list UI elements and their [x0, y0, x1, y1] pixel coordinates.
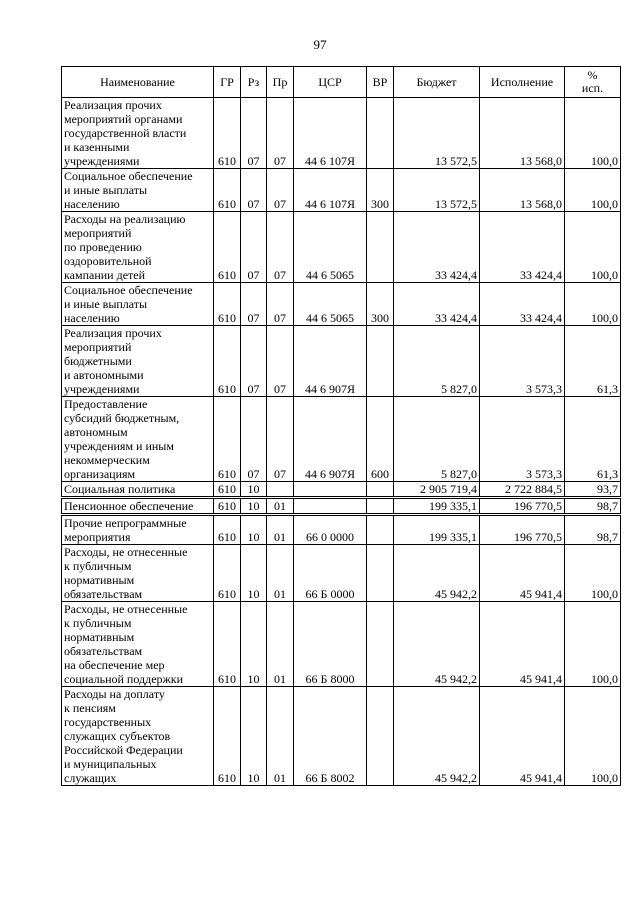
row-vr — [367, 482, 394, 498]
row-percent: 100,0 — [565, 687, 621, 786]
row-csr: 44 6 907Я — [294, 397, 367, 482]
row-vr: 300 — [367, 283, 394, 326]
row-budget: 45 942,2 — [394, 602, 480, 687]
header-gr: ГР — [214, 67, 241, 98]
row-execution: 3 573,3 — [480, 326, 565, 397]
table-row — [62, 326, 621, 397]
row-budget: 199 335,1 — [394, 515, 480, 545]
row-percent: 100,0 — [565, 212, 621, 283]
row-pr: 01 — [267, 515, 294, 545]
row-budget: 13 572,5 — [394, 98, 480, 169]
row-budget: 2 905 719,4 — [394, 482, 480, 498]
row-pr: 07 — [267, 169, 294, 212]
row-budget: 45 942,2 — [394, 687, 480, 786]
row-name: Расходы на реализацию мероприятий по проведению оздоровительной кампании детей — [62, 212, 214, 283]
row-pr: 07 — [267, 326, 294, 397]
row-percent: 100,0 — [565, 169, 621, 212]
row-vr — [367, 602, 394, 687]
header-csr: ЦСР — [294, 67, 367, 98]
row-percent: 100,0 — [565, 98, 621, 169]
header-percent: % исп. — [565, 67, 621, 98]
row-gr: 610 — [214, 169, 241, 212]
row-percent: 98,7 — [565, 515, 621, 545]
row-percent: 100,0 — [565, 545, 621, 602]
row-percent: 61,3 — [565, 326, 621, 397]
row-name: Расходы, не отнесенные к публичным нормативным обязательствам — [62, 545, 214, 602]
row-csr: 44 6 107Я — [294, 98, 367, 169]
row-pr: 07 — [267, 212, 294, 283]
row-rz: 07 — [241, 326, 267, 397]
row-budget: 33 424,4 — [394, 212, 480, 283]
header-rz: Рз — [241, 67, 267, 98]
row-rz: 10 — [241, 482, 267, 498]
row-rz: 10 — [241, 687, 267, 786]
row-execution: 196 770,5 — [480, 498, 565, 515]
row-gr: 610 — [214, 397, 241, 482]
row-execution: 45 941,4 — [480, 687, 565, 786]
row-name: Реализация прочих мероприятий бюджетными и автономными учреждениями — [62, 326, 214, 397]
row-percent: 100,0 — [565, 283, 621, 326]
row-gr: 610 — [214, 602, 241, 687]
table-row — [62, 545, 621, 602]
table-row — [62, 515, 621, 545]
row-rz: 07 — [241, 397, 267, 482]
row-csr — [294, 482, 367, 498]
row-vr — [367, 212, 394, 283]
row-pr: 07 — [267, 283, 294, 326]
row-budget: 5 827,0 — [394, 326, 480, 397]
row-execution: 33 424,4 — [480, 283, 565, 326]
row-budget: 5 827,0 — [394, 397, 480, 482]
row-gr: 610 — [214, 98, 241, 169]
table-row — [62, 283, 621, 326]
table-row — [62, 498, 621, 515]
row-execution: 13 568,0 — [480, 169, 565, 212]
row-name: Реализация прочих мероприятий органами государственной власти и казенными учреждениями — [62, 98, 214, 169]
row-rz: 07 — [241, 98, 267, 169]
row-csr: 66 0 0000 — [294, 515, 367, 545]
header-budget: Бюджет — [394, 67, 480, 98]
row-execution: 13 568,0 — [480, 98, 565, 169]
row-gr: 610 — [214, 283, 241, 326]
row-rz: 10 — [241, 515, 267, 545]
row-gr: 610 — [214, 545, 241, 602]
row-execution: 2 722 884,5 — [480, 482, 565, 498]
row-rz: 10 — [241, 602, 267, 687]
row-csr: 44 6 5065 — [294, 212, 367, 283]
row-name: Социальное обеспечение и иные выплаты населению — [62, 283, 214, 326]
row-name: Расходы на доплату к пенсиям государственных служащих субъектов Российской Федерации и муниципальных служащих — [62, 687, 214, 786]
row-csr: 44 6 107Я — [294, 169, 367, 212]
row-csr — [294, 498, 367, 515]
header-execution: Исполнение — [480, 67, 565, 98]
row-execution: 45 941,4 — [480, 545, 565, 602]
row-vr: 600 — [367, 397, 394, 482]
row-vr — [367, 545, 394, 602]
row-csr: 66 Б 8002 — [294, 687, 367, 786]
row-rz: 10 — [241, 498, 267, 515]
row-vr — [367, 98, 394, 169]
row-execution: 196 770,5 — [480, 515, 565, 545]
table-row — [62, 482, 621, 498]
row-rz: 07 — [241, 169, 267, 212]
row-vr — [367, 687, 394, 786]
table-row — [62, 687, 621, 786]
header-name: Наименование — [62, 67, 214, 98]
row-percent: 98,7 — [565, 498, 621, 515]
row-name: Предоставление субсидий бюджетным, автономным учреждениям и иным некоммерческим организациям — [62, 397, 214, 482]
budget-execution-table — [61, 66, 621, 786]
row-pr: 01 — [267, 602, 294, 687]
table-row — [62, 169, 621, 212]
row-name: Расходы, не отнесенные к публичным нормативным обязательствам на обеспечение мер социальной поддержки — [62, 602, 214, 687]
row-csr: 66 Б 8000 — [294, 602, 367, 687]
row-rz: 10 — [241, 545, 267, 602]
table-row — [62, 602, 621, 687]
row-csr: 66 Б 0000 — [294, 545, 367, 602]
row-execution: 3 573,3 — [480, 397, 565, 482]
row-name: Пенсионное обеспечение — [62, 498, 214, 515]
row-vr: 300 — [367, 169, 394, 212]
row-rz: 07 — [241, 283, 267, 326]
row-execution: 45 941,4 — [480, 602, 565, 687]
row-name: Прочие непрограммные мероприятия — [62, 515, 214, 545]
row-percent: 61,3 — [565, 397, 621, 482]
row-csr: 44 6 5065 — [294, 283, 367, 326]
row-pr: 07 — [267, 397, 294, 482]
table-row — [62, 98, 621, 169]
row-gr: 610 — [214, 498, 241, 515]
row-percent: 93,7 — [565, 482, 621, 498]
row-vr — [367, 498, 394, 515]
row-execution: 33 424,4 — [480, 212, 565, 283]
table-row — [62, 397, 621, 482]
row-budget: 45 942,2 — [394, 545, 480, 602]
table-row — [62, 212, 621, 283]
row-pr: 01 — [267, 545, 294, 602]
row-pr: 01 — [267, 687, 294, 786]
page-number: 97 — [313, 37, 327, 52]
row-budget: 33 424,4 — [394, 283, 480, 326]
table-body — [62, 98, 621, 786]
row-csr: 44 6 907Я — [294, 326, 367, 397]
header-vr: ВР — [367, 67, 394, 98]
row-name: Социальное обеспечение и иные выплаты населению — [62, 169, 214, 212]
row-budget: 13 572,5 — [394, 169, 480, 212]
row-pr — [267, 482, 294, 498]
header-row — [62, 67, 621, 98]
row-pr: 01 — [267, 498, 294, 515]
row-vr — [367, 515, 394, 545]
row-gr: 610 — [214, 515, 241, 545]
row-percent: 100,0 — [565, 602, 621, 687]
header-pr: Пр — [267, 67, 294, 98]
row-gr: 610 — [214, 326, 241, 397]
row-name: Социальная политика — [62, 482, 214, 498]
row-gr: 610 — [214, 212, 241, 283]
row-gr: 610 — [214, 687, 241, 786]
row-pr: 07 — [267, 98, 294, 169]
row-vr — [367, 326, 394, 397]
row-budget: 199 335,1 — [394, 498, 480, 515]
row-rz: 07 — [241, 212, 267, 283]
row-gr: 610 — [214, 482, 241, 498]
